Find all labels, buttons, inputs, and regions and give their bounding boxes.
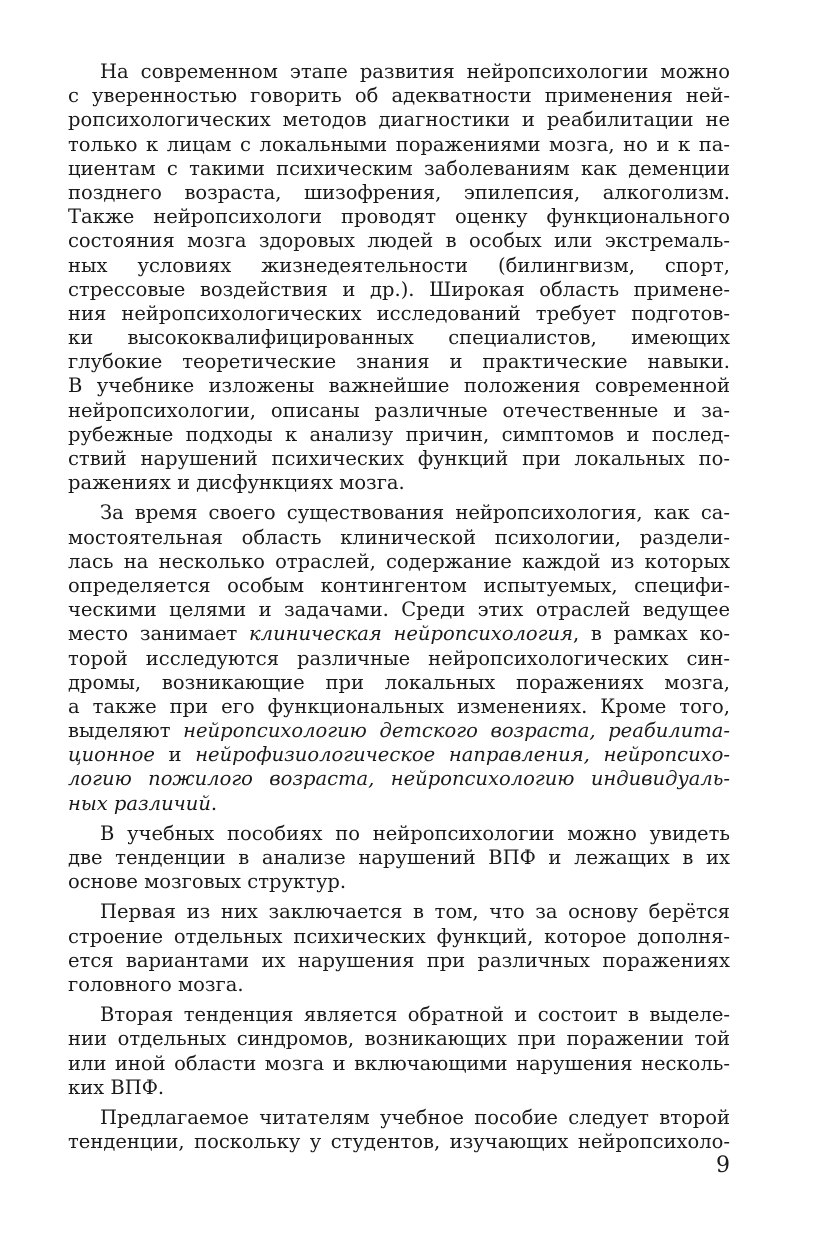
page-number: 9 [716,1153,730,1178]
text-line [68,767,730,791]
text-line: ражениях и дисфункциях мозга. [68,471,405,495]
text-line: На современном этапе развития нейропсихологии можно [100,60,730,83]
text-line: За время своего существования нейропсихология, как са- [100,501,730,525]
paragraph-4 [68,900,730,997]
text-line: состояния мозга здоровых людей в особых или экстремаль- [68,229,730,253]
text-line: с уверенностью говорить об адекватности применения ней- [68,84,730,108]
text-line [68,743,730,767]
text-line: нейропсихологии, описаны различные отечественные и за- [68,398,730,422]
text-line: строение отдельных психических функций, которое дополня- [68,924,730,948]
text-line: только к лицам с локальными поражениями мозга, но и к па- [68,132,730,156]
text-line: ных условиях жизнедеятельности (билингвизм, спорт, [68,253,730,277]
text-line: мостоятельная область клинической психологии, раздели- [68,525,730,549]
text-line: а также при его функциональных изменениях. Кроме того, [68,694,730,718]
italic-term: клиническая нейропсихология [249,622,573,646]
text-line: ствий нарушений психических функций при локальных по- [68,447,730,470]
paragraph-5 [68,1003,730,1100]
text-run: . [210,791,218,815]
italic-term: ных различий [68,791,211,815]
text-line [68,719,730,743]
text-line: тенденции, поскольку у студентов, изучающих нейропсихоло- [68,1130,730,1154]
text-line: торой исследуются различные нейропсихологических син- [68,646,730,670]
paragraph-2 [68,501,730,815]
text-line: основе мозговых структур. [68,870,347,894]
text-run: место занимает [68,622,250,646]
text-line: позднего возраста, шизофрения, эпилепсия, алкоголизм. [68,180,730,204]
text-line: ких ВПФ. [68,1075,165,1099]
text-line: ки высококвалифицированных специалистов, имеющих [68,326,730,350]
text-line: Первая из них заключается в том, что за основу берётся [100,900,730,924]
text-line: дромы, возникающие при локальных поражениях мозга, [68,670,730,694]
text-line: нии отдельных синдромов, возникающих при поражении той [68,1027,730,1051]
paragraph-3 [68,822,730,895]
text-line: две тенденции в анализе нарушений ВПФ и лежащих в их [68,846,730,869]
text-line: рубежные подходы к анализу причин, симптомов и послед- [68,422,730,446]
text-line: ется вариантами их нарушения при различных поражениях [68,948,730,972]
text-line: головного мозга. [68,972,244,996]
text-line: В учебнике изложены важнейшие положения современной [68,374,730,398]
text-line: определяется особым контингентом испытуемых, специфи- [68,573,730,597]
text-line: глубокие теоретические знания и практические навыки. [68,350,730,374]
text-line [68,792,730,816]
text-run: и [154,743,196,767]
body-text [68,60,730,1154]
text-line [68,622,730,646]
paragraph-6 [68,1106,730,1154]
text-line: ческими целями и задачами. Среди этих отраслей ведущее [68,598,730,622]
italic-term: нейрофизиологическое направления, нейропсихо- [195,743,730,767]
text-line: или иной области мозга и включающими нарушения несколь- [68,1051,730,1075]
text-line: ропсихологических методов диагностики и реабилитации не [68,108,730,132]
text-line: ния нейропсихологических исследований требует подготов- [68,301,730,325]
italic-term: нейропсихологию детского возраста, реабилита- [183,719,730,743]
paragraph-1 [68,60,730,495]
text-line: лась на несколько отраслей, содержание каждой из которых [68,549,730,573]
text-line: Предлагаемое читателям учебное пособие следует второй [100,1105,730,1129]
text-line: В учебных пособиях по нейропсихологии можно увидеть [100,821,730,845]
text-line: Также нейропсихологи проводят оценку функционального [68,205,730,229]
italic-term: логию пожилого возраста, нейропсихологию индивидуаль- [68,767,730,791]
text-line: Вторая тенденция является обратной и состоит в выделе- [100,1003,730,1027]
text-run: выделяют [68,719,184,743]
italic-term: ционное [68,743,155,767]
text-line: циентам с такими психическим заболеваниям как деменции [68,156,730,180]
text-run: , в рамках ко- [572,622,730,646]
text-line: стрессовые воздействия и др.). Широкая область примене- [68,277,730,301]
